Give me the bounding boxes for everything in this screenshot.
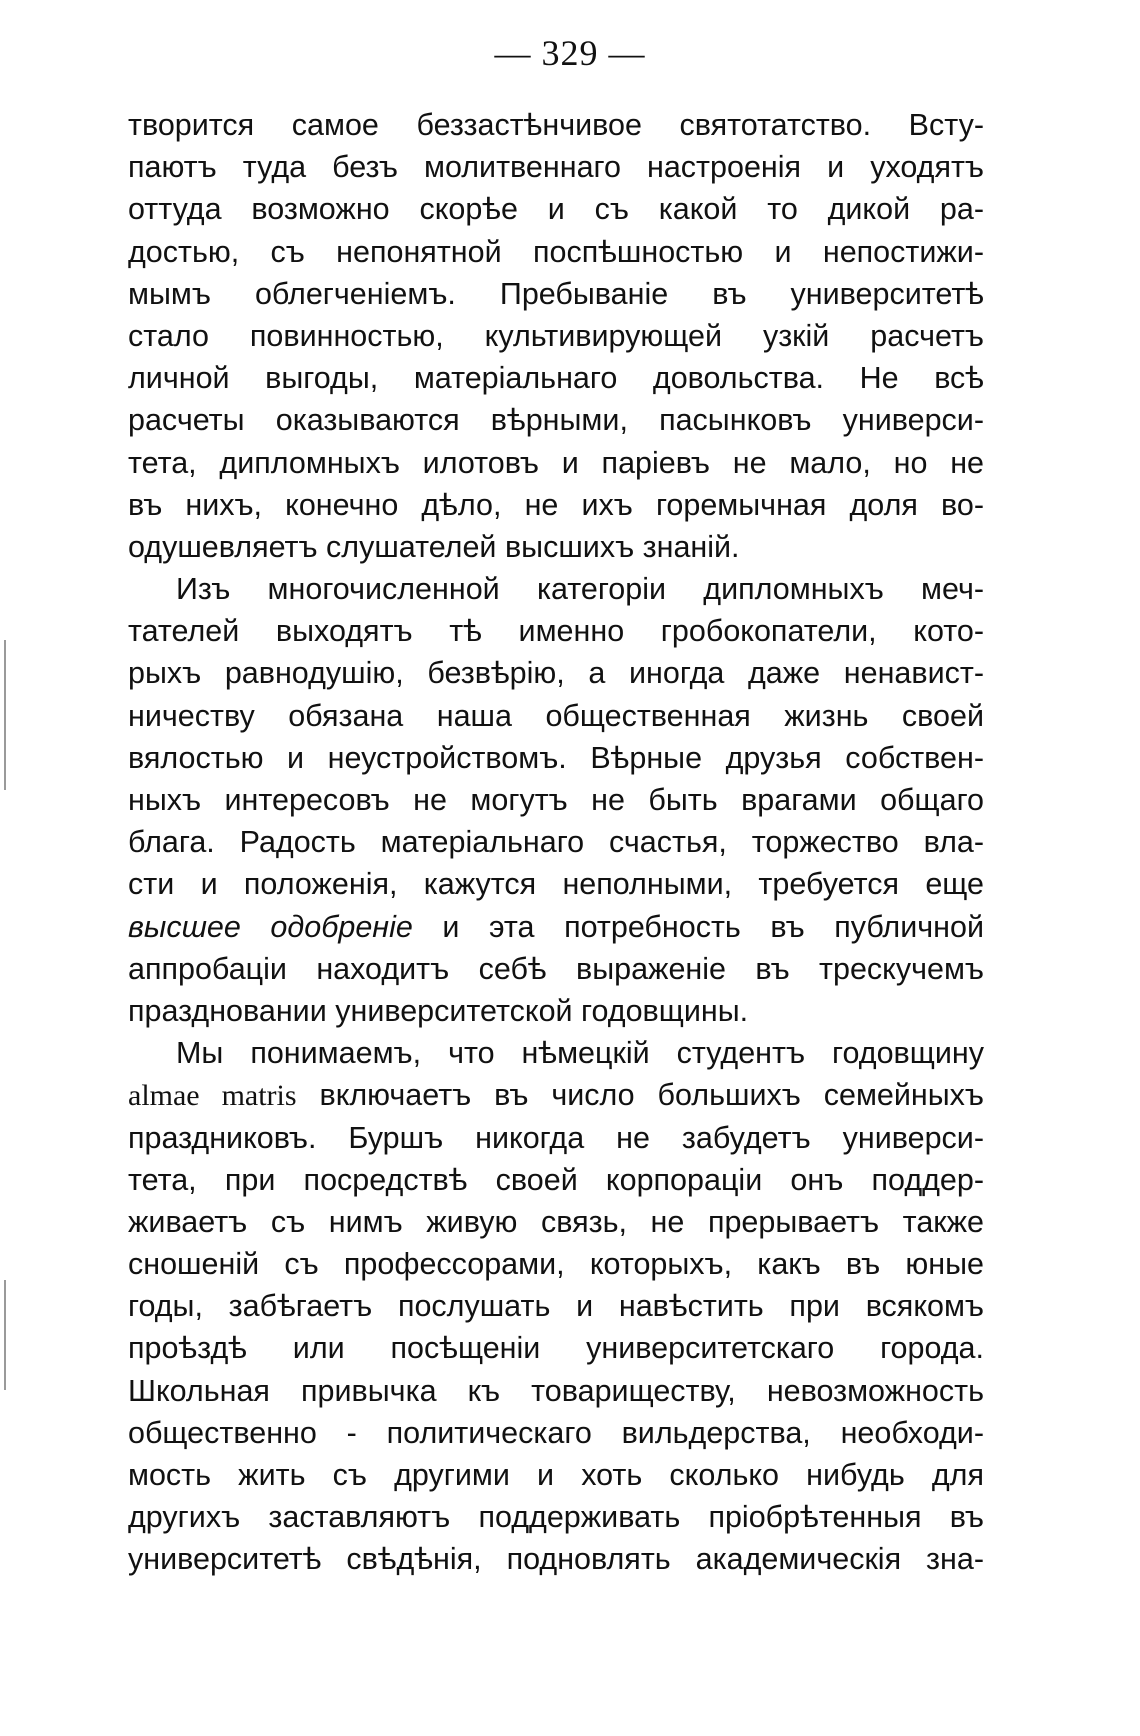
scan-edge-mark xyxy=(4,1280,6,1390)
text-line: аппробаціи находитъ себѣ выраженіе въ трескучемъ xyxy=(128,951,984,986)
paragraph-2 xyxy=(128,568,984,1032)
text-line: университетѣ свѣдѣнія, подновлять академическія зна- xyxy=(128,1542,984,1577)
text-line: живаетъ съ нимъ живую связь, не прерываетъ также xyxy=(128,1204,984,1239)
text-line: личной выгоды, матеріальнаго довольства. Не всѣ xyxy=(128,361,984,396)
latin-phrase: almae matris xyxy=(128,1079,297,1113)
text-line: оттуда возможно скорѣе и съ какой то дикой ра- xyxy=(128,192,984,227)
text-line: праздновании университетской годовщины. xyxy=(128,993,749,1028)
text-line: мость жить съ другими и хоть сколько нибудь для xyxy=(128,1458,984,1492)
body-text xyxy=(128,104,984,1581)
text-line: Мы понимаемъ, что нѣмецкій студентъ годовщину xyxy=(176,1036,984,1071)
text-fragment: и эта потребность въ публичной xyxy=(442,909,984,944)
text-fragment: включаетъ въ число большихъ семейныхъ xyxy=(319,1078,984,1113)
text-line: Изъ многочисленной категоріи дипломныхъ меч- xyxy=(176,572,984,607)
page-number: — 329 — xyxy=(494,33,646,73)
text-line-with-italic xyxy=(128,906,984,948)
text-line: мымъ облегченіемъ. Пребываніе въ университетѣ xyxy=(128,276,984,311)
italic-phrase: высшее одобреніе xyxy=(128,909,413,944)
text-line: праздниковъ. Буршъ никогда не забудетъ универси- xyxy=(128,1120,984,1155)
text-line: творится самое беззастѣнчивое святотатство. Всту- xyxy=(128,108,984,142)
text-line: блага. Радость матеріальнаго счастья, торжество вла- xyxy=(128,825,984,860)
text-line-with-latin xyxy=(128,1074,984,1116)
text-line: тета, при посредствѣ своей корпораціи онъ поддер- xyxy=(128,1162,984,1197)
text-line: ничеству обязана наша общественная жизнь своей xyxy=(128,698,984,733)
text-line: сношеній съ профессорами, которыхъ, какъ въ юные xyxy=(128,1247,984,1282)
text-line: сти и положенія, кажутся неполными, требуется еще xyxy=(128,867,984,902)
text-line: вялостью и неустройствомъ. Вѣрные друзья собствен- xyxy=(128,740,984,775)
text-line: тета, дипломныхъ илотовъ и паріевъ не мало, но не xyxy=(128,445,984,480)
paragraph-1 xyxy=(128,104,984,568)
text-line: тателей выходятъ тѣ именно гробокопатели, кото- xyxy=(128,614,984,649)
text-line: достью, съ непонятной поспѣшностью и непостижи- xyxy=(128,234,984,269)
text-line: одушевляетъ слушателей высшихъ знаній. xyxy=(128,529,740,564)
text-line: другихъ заставляютъ поддерживать пріобрѣтенныя въ xyxy=(128,1500,984,1535)
text-line: годы, забѣгаетъ послушать и навѣстить при всякомъ xyxy=(128,1289,984,1324)
scan-edge-mark xyxy=(4,640,6,790)
text-line: паютъ туда безъ молитвеннаго настроенія и уходятъ xyxy=(128,150,984,185)
text-line: проѣздѣ или посѣщеніи университетскаго города. xyxy=(128,1331,984,1366)
text-line: стало повинностью, культивирующей узкій расчетъ xyxy=(128,318,984,353)
text-line: рыхъ равнодушію, безвѣрію, а иногда даже ненавист- xyxy=(128,656,984,691)
text-line: общественно - политическаго вильдерства, необходи- xyxy=(128,1415,984,1450)
text-line: въ нихъ, конечно дѣло, не ихъ горемычная доля во- xyxy=(128,487,984,522)
text-line: ныхъ интересовъ не могутъ не быть врагами общаго xyxy=(128,783,984,817)
text-line: расчеты оказываются вѣрными, пасынковъ универси- xyxy=(128,403,984,438)
text-line: Школьная привычка къ товариществу, невозможность xyxy=(128,1373,984,1408)
paragraph-3 xyxy=(128,1032,984,1580)
